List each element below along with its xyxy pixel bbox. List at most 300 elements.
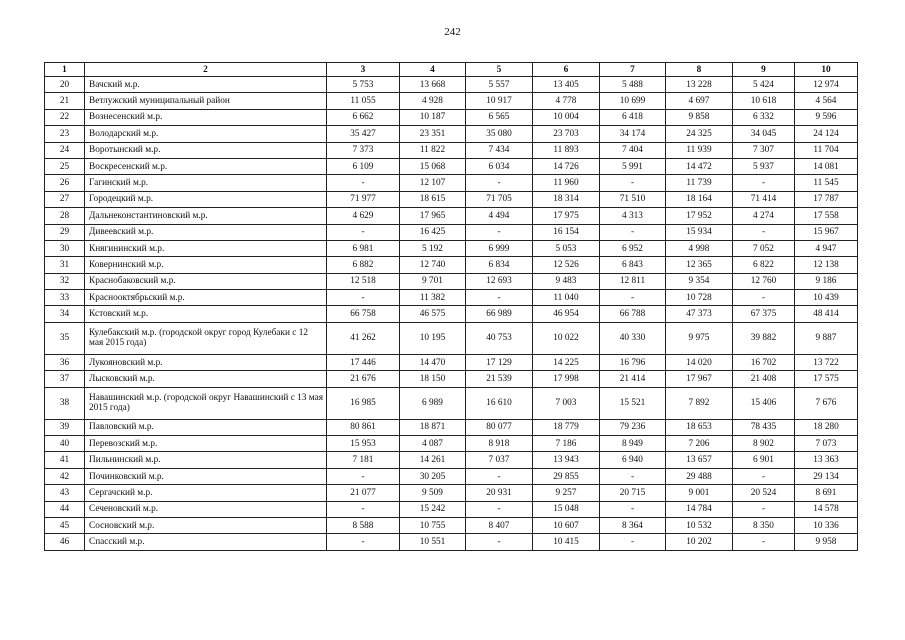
value-cell: 15 068 [400,158,466,174]
district-name: Вознесенский м.р. [85,109,327,125]
value-cell: 7 676 [795,387,858,419]
value-cell: 10 532 [666,517,733,533]
value-cell: 8 364 [600,517,666,533]
value-cell: - [466,290,533,306]
value-cell: 20 715 [600,485,666,501]
value-cell: 12 760 [733,273,795,289]
value-cell: 4 087 [400,436,466,452]
value-cell: - [733,501,795,517]
value-cell: 15 048 [533,501,600,517]
value-cell: 16 425 [400,224,466,240]
value-cell: 21 676 [327,371,400,387]
table-row [45,93,858,109]
value-cell: 18 150 [400,371,466,387]
value-cell: 10 439 [795,290,858,306]
value-cell: 29 488 [666,468,733,484]
value-cell: 9 483 [533,273,600,289]
value-cell: 14 225 [533,354,600,370]
value-cell: 6 834 [466,257,533,273]
value-cell: 10 004 [533,109,600,125]
value-cell: - [600,224,666,240]
value-cell: 7 186 [533,436,600,452]
value-cell: 10 202 [666,534,733,550]
table-row [45,142,858,158]
row-number: 30 [45,240,85,256]
value-cell: 6 843 [600,257,666,273]
row-number: 38 [45,387,85,419]
value-cell: 6 981 [327,240,400,256]
value-cell: - [466,224,533,240]
value-cell: 6 109 [327,158,400,174]
value-cell: 18 871 [400,419,466,435]
value-cell: - [466,175,533,191]
row-number: 42 [45,468,85,484]
value-cell: 12 107 [400,175,466,191]
column-header: 7 [600,63,666,77]
table-row [45,257,858,273]
value-cell: 16 154 [533,224,600,240]
value-cell: 13 405 [533,77,600,93]
value-cell: 6 418 [600,109,666,125]
value-cell: 20 524 [733,485,795,501]
value-cell: 15 406 [733,387,795,419]
table-row [45,126,858,142]
value-cell: 15 953 [327,436,400,452]
table-row [45,436,858,452]
value-cell: - [466,534,533,550]
table-row [45,371,858,387]
value-cell: 11 960 [533,175,600,191]
value-cell: 12 693 [466,273,533,289]
value-cell: 6 332 [733,109,795,125]
value-cell: 17 558 [795,208,858,224]
district-name: Кулебакский м.р. (городской округ город Кулебаки с 12 мая 2015 года) [85,322,327,354]
value-cell: 12 740 [400,257,466,273]
value-cell: 14 784 [666,501,733,517]
value-cell: 40 330 [600,322,666,354]
row-number: 27 [45,191,85,207]
row-number: 44 [45,501,85,517]
value-cell: 7 003 [533,387,600,419]
value-cell: 17 975 [533,208,600,224]
value-cell: 18 164 [666,191,733,207]
district-name: Сергачский м.р. [85,485,327,501]
value-cell: 9 975 [666,322,733,354]
value-cell: 7 037 [466,452,533,468]
district-name: Сосновский м.р. [85,517,327,533]
table-row [45,290,858,306]
value-cell: - [733,468,795,484]
row-number: 29 [45,224,85,240]
value-cell: 7 181 [327,452,400,468]
district-name: Починковский м.р. [85,468,327,484]
table-row [45,306,858,322]
value-cell: 9 354 [666,273,733,289]
value-cell: 9 186 [795,273,858,289]
table-row [45,517,858,533]
value-cell: 66 758 [327,306,400,322]
value-cell: 7 373 [327,142,400,158]
value-cell: 39 882 [733,322,795,354]
value-cell: 17 787 [795,191,858,207]
table-row [45,77,858,93]
value-cell: 4 947 [795,240,858,256]
district-name: Вачский м.р. [85,77,327,93]
value-cell: 78 435 [733,419,795,435]
value-cell: 14 081 [795,158,858,174]
district-name: Краснооктябрьский м.р. [85,290,327,306]
value-cell: 41 262 [327,322,400,354]
value-cell: 9 958 [795,534,858,550]
value-cell: - [600,290,666,306]
value-cell: 34 045 [733,126,795,142]
value-cell: 7 434 [466,142,533,158]
value-cell: 6 662 [327,109,400,125]
value-cell: - [327,175,400,191]
value-cell: 14 261 [400,452,466,468]
row-number: 36 [45,354,85,370]
row-number: 24 [45,142,85,158]
value-cell: 11 382 [400,290,466,306]
value-cell: 17 129 [466,354,533,370]
row-number: 37 [45,371,85,387]
value-cell: 67 375 [733,306,795,322]
row-number: 21 [45,93,85,109]
value-cell: - [733,175,795,191]
value-cell: 66 788 [600,306,666,322]
value-cell: 4 313 [600,208,666,224]
value-cell: - [600,501,666,517]
district-name: Дальнеконстантиновский м.р. [85,208,327,224]
value-cell: 15 521 [600,387,666,419]
value-cell: 24 325 [666,126,733,142]
value-cell: 8 350 [733,517,795,533]
value-cell: 9 257 [533,485,600,501]
value-cell: 11 739 [666,175,733,191]
value-cell: 4 629 [327,208,400,224]
district-name: Спасский м.р. [85,534,327,550]
value-cell: 21 408 [733,371,795,387]
value-cell: 6 989 [400,387,466,419]
value-cell: 6 034 [466,158,533,174]
value-cell: 10 022 [533,322,600,354]
value-cell: 9 701 [400,273,466,289]
district-name: Павловский м.р. [85,419,327,435]
district-name: Навашинский м.р. (городской округ Навашинский с 13 мая 2015 года) [85,387,327,419]
district-name: Ветлужский муниципальный район [85,93,327,109]
row-number: 22 [45,109,85,125]
table-row [45,452,858,468]
value-cell: 8 691 [795,485,858,501]
value-cell: 10 618 [733,93,795,109]
value-cell: 30 205 [400,468,466,484]
value-cell: 5 488 [600,77,666,93]
table-row [45,208,858,224]
row-number: 26 [45,175,85,191]
value-cell: 35 080 [466,126,533,142]
value-cell: 6 940 [600,452,666,468]
value-cell: 71 977 [327,191,400,207]
table-row [45,419,858,435]
row-number: 46 [45,534,85,550]
value-cell: 6 901 [733,452,795,468]
value-cell: 18 653 [666,419,733,435]
value-cell: 18 280 [795,419,858,435]
value-cell: 12 138 [795,257,858,273]
row-number: 43 [45,485,85,501]
value-cell: 21 539 [466,371,533,387]
value-cell: 79 236 [600,419,666,435]
value-cell: 6 999 [466,240,533,256]
value-cell: 10 699 [600,93,666,109]
value-cell: 13 943 [533,452,600,468]
value-cell: 6 882 [327,257,400,273]
page-number: 242 [444,26,461,38]
row-number: 35 [45,322,85,354]
value-cell: 15 967 [795,224,858,240]
value-cell: 9 001 [666,485,733,501]
value-cell: 17 952 [666,208,733,224]
value-cell: 80 077 [466,419,533,435]
value-cell: 29 855 [533,468,600,484]
table-row [45,224,858,240]
header-row [45,63,858,77]
value-cell: 18 314 [533,191,600,207]
value-cell: 6 952 [600,240,666,256]
table-row [45,485,858,501]
row-number: 20 [45,77,85,93]
value-cell: 4 928 [400,93,466,109]
value-cell: 11 704 [795,142,858,158]
table-row [45,191,858,207]
value-cell: 80 861 [327,419,400,435]
value-cell: 13 668 [400,77,466,93]
value-cell: 34 174 [600,126,666,142]
value-cell: 11 545 [795,175,858,191]
value-cell: 47 373 [666,306,733,322]
value-cell: 20 931 [466,485,533,501]
value-cell: 21 414 [600,371,666,387]
column-header: 8 [666,63,733,77]
column-header: 4 [400,63,466,77]
column-header: 10 [795,63,858,77]
district-name: Воротынский м.р. [85,142,327,158]
value-cell: 5 991 [600,158,666,174]
value-cell: 13 228 [666,77,733,93]
value-cell: 17 998 [533,371,600,387]
column-header: 5 [466,63,533,77]
value-cell: 7 073 [795,436,858,452]
row-number: 25 [45,158,85,174]
table-row [45,501,858,517]
value-cell: 5 424 [733,77,795,93]
district-name: Кстовский м.р. [85,306,327,322]
value-cell: 17 965 [400,208,466,224]
value-cell: 13 722 [795,354,858,370]
value-cell: 14 472 [666,158,733,174]
row-number: 40 [45,436,85,452]
value-cell: 5 557 [466,77,533,93]
value-cell: 16 702 [733,354,795,370]
value-cell: 66 989 [466,306,533,322]
value-cell: 13 657 [666,452,733,468]
value-cell: 16 796 [600,354,666,370]
district-name: Дивеевский м.р. [85,224,327,240]
district-name: Пильнинский м.р. [85,452,327,468]
value-cell: - [327,290,400,306]
value-cell: 4 564 [795,93,858,109]
row-number: 34 [45,306,85,322]
value-cell: 4 778 [533,93,600,109]
value-cell: - [733,224,795,240]
value-cell: 10 728 [666,290,733,306]
value-cell: 23 351 [400,126,466,142]
value-cell: - [733,534,795,550]
value-cell: 5 753 [327,77,400,93]
value-cell: 7 892 [666,387,733,419]
value-cell: 5 937 [733,158,795,174]
table-row [45,175,858,191]
value-cell: 10 607 [533,517,600,533]
value-cell: 15 242 [400,501,466,517]
value-cell: 71 705 [466,191,533,207]
value-cell: 16 985 [327,387,400,419]
value-cell: 4 697 [666,93,733,109]
district-name: Сеченовский м.р. [85,501,327,517]
value-cell: - [466,501,533,517]
value-cell: 9 858 [666,109,733,125]
value-cell: 8 588 [327,517,400,533]
row-number: 32 [45,273,85,289]
value-cell: 10 415 [533,534,600,550]
value-cell: 7 052 [733,240,795,256]
value-cell: 4 274 [733,208,795,224]
value-cell: 17 967 [666,371,733,387]
value-cell: 7 404 [600,142,666,158]
district-name: Княгининский м.р. [85,240,327,256]
value-cell: 18 615 [400,191,466,207]
value-cell: 11 939 [666,142,733,158]
table-row [45,534,858,550]
district-name: Гагинский м.р. [85,175,327,191]
value-cell: - [327,501,400,517]
value-cell: 10 551 [400,534,466,550]
value-cell: 21 077 [327,485,400,501]
row-number: 39 [45,419,85,435]
value-cell: 10 917 [466,93,533,109]
value-cell: 12 365 [666,257,733,273]
value-cell: 14 578 [795,501,858,517]
value-cell: 10 336 [795,517,858,533]
value-cell: 40 753 [466,322,533,354]
value-cell: - [600,534,666,550]
value-cell: 17 446 [327,354,400,370]
value-cell: 10 187 [400,109,466,125]
table-row [45,240,858,256]
value-cell: 8 918 [466,436,533,452]
value-cell: 9 509 [400,485,466,501]
value-cell: 8 407 [466,517,533,533]
value-cell: 12 974 [795,77,858,93]
row-number: 45 [45,517,85,533]
value-cell: - [327,468,400,484]
table-row [45,354,858,370]
table-row [45,322,858,354]
value-cell: 9 887 [795,322,858,354]
column-header: 9 [733,63,795,77]
value-cell: 6 565 [466,109,533,125]
row-number: 33 [45,290,85,306]
value-cell: 12 526 [533,257,600,273]
value-cell: 10 755 [400,517,466,533]
value-cell: 35 427 [327,126,400,142]
district-name: Воскресенский м.р. [85,158,327,174]
table-body [45,77,858,551]
value-cell: 12 518 [327,273,400,289]
district-name: Городецкий м.р. [85,191,327,207]
column-header: 3 [327,63,400,77]
district-name: Краснобаковский м.р. [85,273,327,289]
value-cell: 71 510 [600,191,666,207]
value-cell: 7 206 [666,436,733,452]
column-header: 6 [533,63,600,77]
value-cell: 71 414 [733,191,795,207]
table-row [45,158,858,174]
district-name: Лысковский м.р. [85,371,327,387]
value-cell: - [466,468,533,484]
value-cell: 29 134 [795,468,858,484]
value-cell: 17 575 [795,371,858,387]
value-cell: 18 779 [533,419,600,435]
value-cell: 9 596 [795,109,858,125]
value-cell: 5 192 [400,240,466,256]
row-number: 23 [45,126,85,142]
value-cell: 14 470 [400,354,466,370]
value-cell: 13 363 [795,452,858,468]
row-number: 31 [45,257,85,273]
column-header: 2 [85,63,327,77]
value-cell: 4 494 [466,208,533,224]
value-cell: 24 124 [795,126,858,142]
value-cell: 10 195 [400,322,466,354]
district-name: Володарский м.р. [85,126,327,142]
value-cell: 46 575 [400,306,466,322]
value-cell: 11 055 [327,93,400,109]
value-cell: 15 934 [666,224,733,240]
value-cell: 16 610 [466,387,533,419]
value-cell: 11 040 [533,290,600,306]
district-name: Перевозский м.р. [85,436,327,452]
table-row [45,468,858,484]
table-row [45,273,858,289]
value-cell: 12 811 [600,273,666,289]
district-name: Лукояновский м.р. [85,354,327,370]
data-table [44,62,858,551]
value-cell: - [327,224,400,240]
value-cell: 11 822 [400,142,466,158]
row-number: 41 [45,452,85,468]
value-cell: - [600,468,666,484]
value-cell: - [733,290,795,306]
value-cell: 23 703 [533,126,600,142]
table-row [45,109,858,125]
value-cell: 8 902 [733,436,795,452]
district-name: Ковернинский м.р. [85,257,327,273]
value-cell: 14 020 [666,354,733,370]
table-row [45,387,858,419]
value-cell: 6 822 [733,257,795,273]
value-cell: - [600,175,666,191]
